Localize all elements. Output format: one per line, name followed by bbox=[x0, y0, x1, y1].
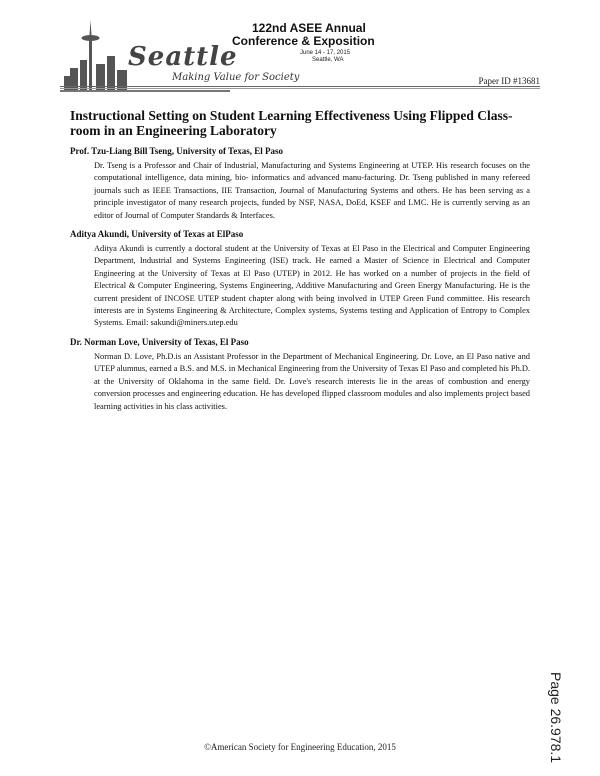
logo-tagline: Making Value for Society bbox=[172, 72, 300, 83]
conference-line2: Conference & Exposition bbox=[232, 34, 375, 48]
paper-title: Instructional Setting on Student Learning Effectiveness Using Flipped Class-room in an Engineering Laboratory bbox=[70, 108, 513, 138]
side-page-number: Page 26.978.1 bbox=[548, 672, 564, 764]
author-name: Dr. Norman Love, University of Texas, El Paso bbox=[70, 336, 249, 347]
conference-title bbox=[232, 22, 375, 48]
copyright-footer: ©American Society for Engineering Education, 2015 bbox=[204, 742, 396, 752]
author-bio: Norman D. Love, Ph.D.is an Assistant Professor in the Department of Mechanical Engineering. Dr. Love, an El Paso native and UTEP alumnus, earned a B.S. and M.S. in Mechanical Engineering from the University of Texas El Paso and completed his Ph.D. at the University of Oklahoma in the same field. Dr. Love's research interests lie in the areas of combustion and energy conversion processes and engineering education. He has developed flipped classroom modules and also implements project based learning activities in his class activities. bbox=[94, 351, 530, 411]
header-divider bbox=[60, 86, 540, 87]
header-divider-secondary bbox=[60, 88, 540, 89]
author-name: Aditya Akundi, University of Texas at ElPaso bbox=[70, 229, 244, 240]
paper-id: Paper ID #13681 bbox=[478, 76, 540, 86]
dates-line2: Seattle, WA bbox=[312, 57, 344, 63]
paper-content bbox=[70, 108, 530, 420]
conference-dates bbox=[300, 50, 350, 64]
author-name: Prof. Tzu-Liang Bill Tseng, University of Texas, El Paso bbox=[70, 146, 283, 156]
author-bio: Aditya Akundi is currently a doctoral student at the University of Texas at El Paso in the Electrical and Computer Engineering Department, Industrial and Systems Engineering (ISE) track. He earned a Master of Science in Electrical and Computer Engineering at the University of Texas at El Paso (UTEP) in 2012. He has worked on a number of projects in the field of Electrical & Computer Engineering, Systems Engineering, Additive Manufacturing and Green Energy Manufacturing. He is the current president of INCOSE UTEP student chapter along with being involved in UTEP Green Fund committee. His research interests are in Systems Engineering & Architecture, Complex systems, Systems testing and Application of Entropy to Complex Systems. Email: sakundi@miners.utep.edu bbox=[94, 244, 530, 328]
conference-line1: 122nd ASEE Annual bbox=[252, 21, 366, 35]
logo-wordmark: Seattle bbox=[128, 42, 238, 72]
author-bio: Dr. Tseng is a Professor and Chair of Industrial, Manufacturing and Systems Engineering at UTEP. His research focuses on the computational intelligence, data mining, bio- informatics and advanced manu-facturing. Dr. Tseng published in many refereed journals such as IEEE Transactions, IIE Transaction, Journal of Manufacturing Systems and others. He has been serving as a principle investigator of many research projects, funded by NSF, NASA, DoEd, KSEF and LMC. He is currently serving as an editor of Journal of Computer Standards & Interfaces. bbox=[94, 161, 530, 220]
dates-line1: June 14 - 17, 2015 bbox=[300, 50, 351, 56]
